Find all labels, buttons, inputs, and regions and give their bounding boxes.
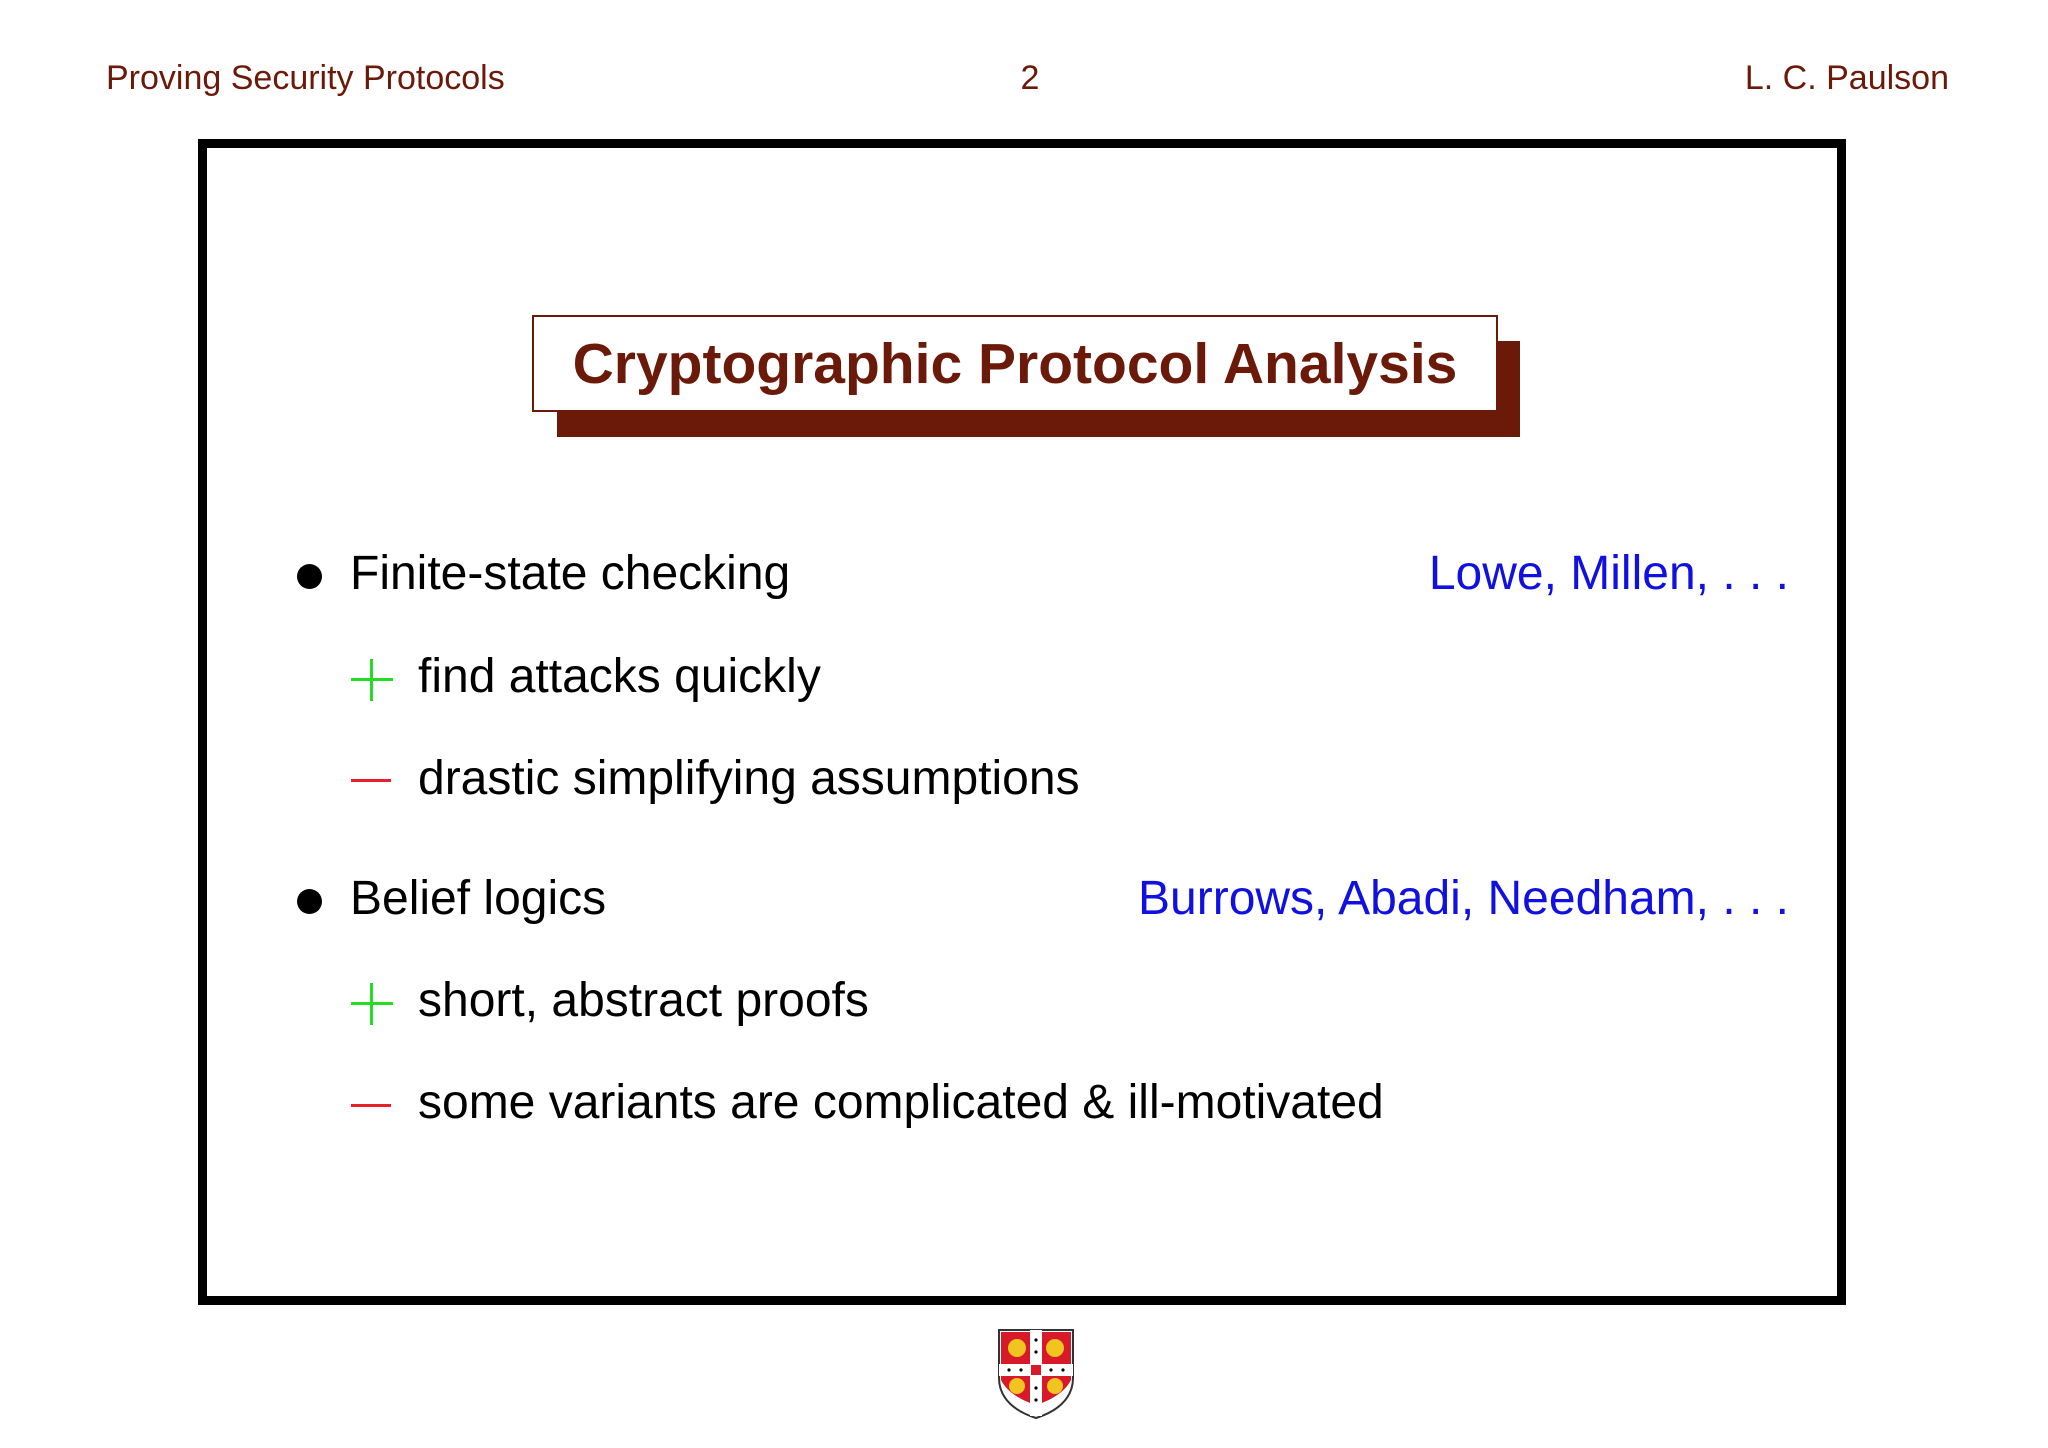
minus-icon [351, 779, 391, 782]
minus-icon [351, 1104, 391, 1107]
citation-belief-logics: Burrows, Abadi, Needham, . . . [1138, 872, 1789, 925]
slide-title: Cryptographic Protocol Analysis [572, 331, 1458, 396]
con-simplifying-assumptions: drastic simplifying assumptions [418, 752, 1080, 805]
plus-icon [351, 983, 393, 1025]
bullet-icon [297, 564, 322, 589]
item-finite-state-checking: Finite-state checking [350, 547, 791, 600]
pro-find-attacks: find attacks quickly [418, 650, 821, 703]
bullet-icon [297, 889, 322, 914]
citation-finite-state: Lowe, Millen, . . . [1428, 547, 1789, 600]
page-number: 2 [1020, 59, 1040, 97]
con-complicated-variants: some variants are complicated & ill-motivated [418, 1076, 1384, 1129]
running-header-title: Proving Security Protocols [106, 59, 505, 97]
title-box [532, 315, 1498, 412]
item-belief-logics: Belief logics [350, 872, 607, 925]
university-crest-icon [997, 1328, 1075, 1420]
plus-icon [351, 659, 393, 701]
running-header-author: L. C. Paulson [1744, 59, 1949, 97]
pro-short-proofs: short, abstract proofs [418, 974, 869, 1027]
